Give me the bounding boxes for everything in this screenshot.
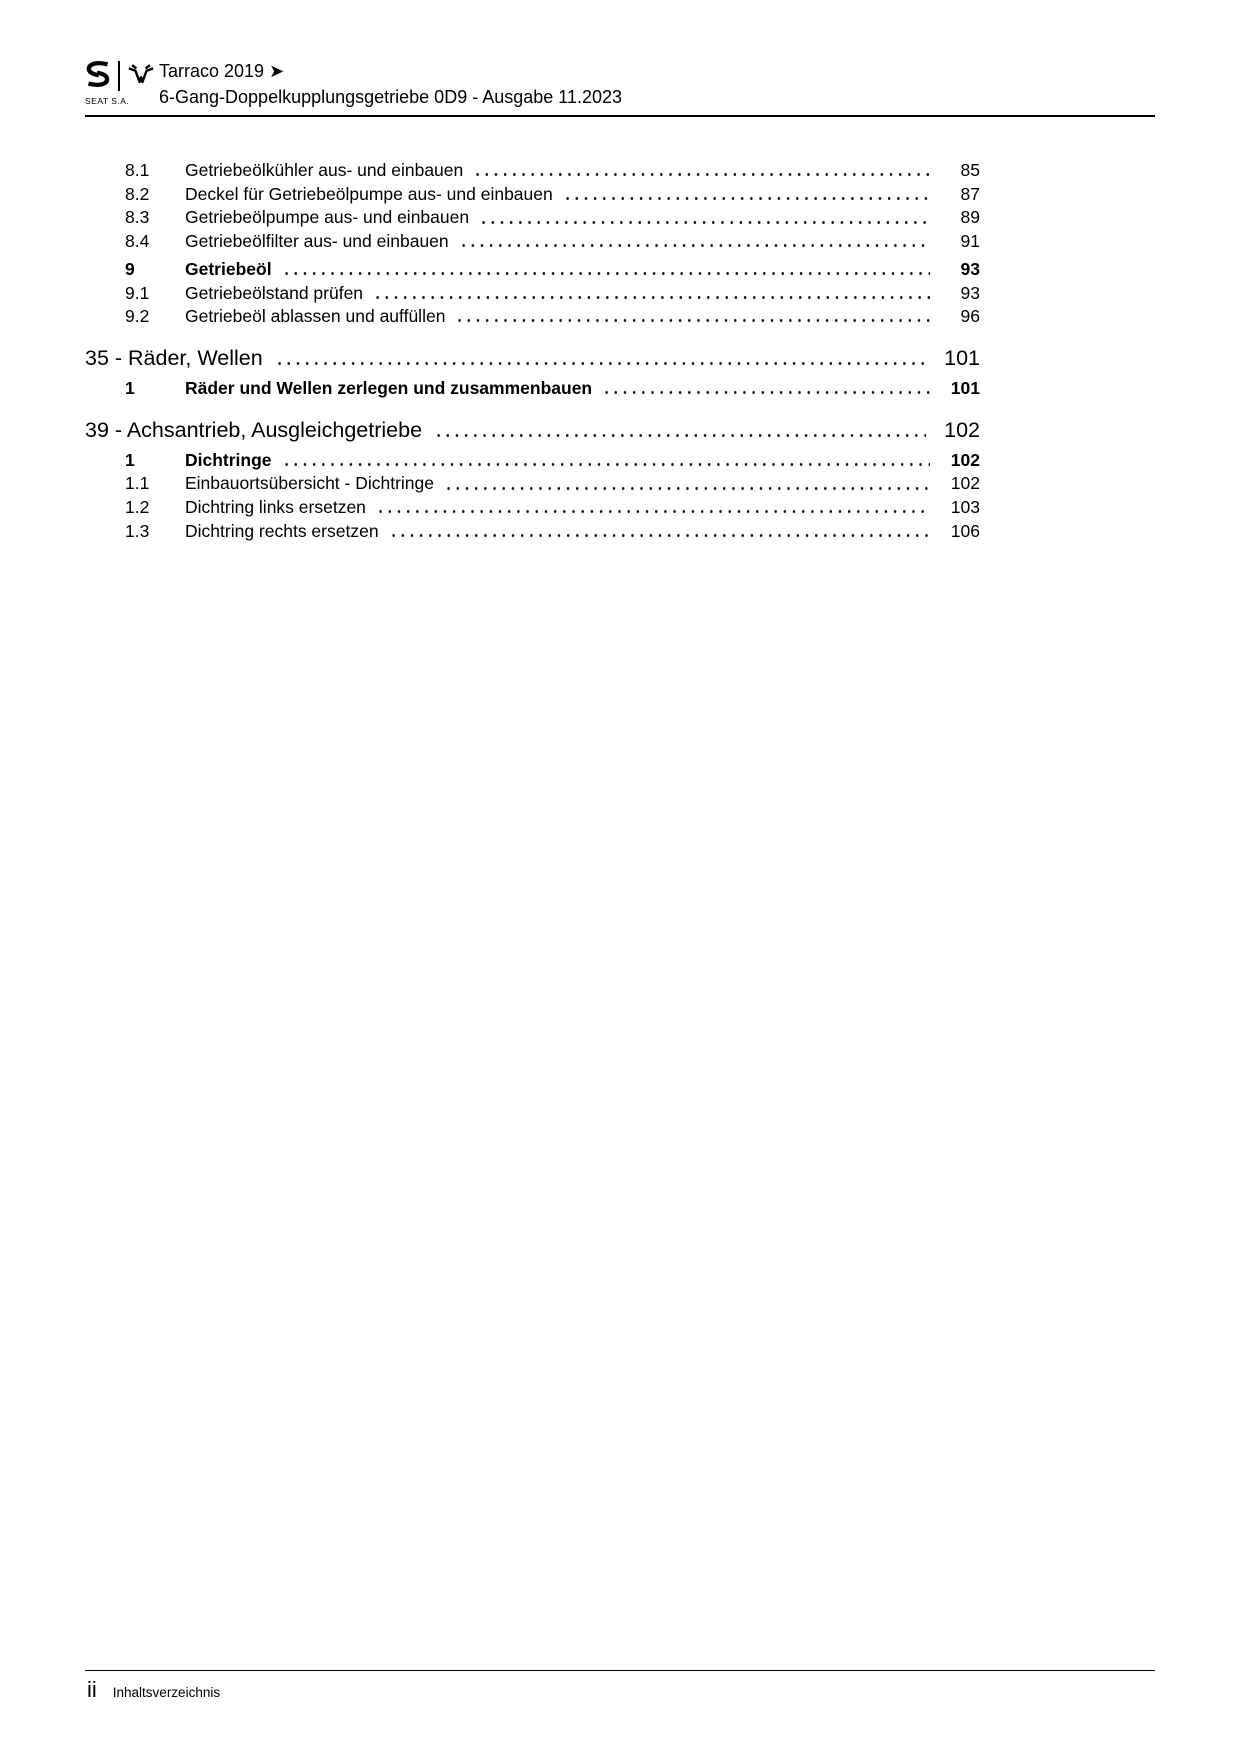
entry-title: Deckel für Getriebeölpumpe aus- und einbauen <box>185 183 553 204</box>
brand-logos <box>85 58 147 106</box>
toc-entry <box>85 258 980 282</box>
entry-page: 91 <box>960 231 980 252</box>
chapter-page: 102 <box>944 417 980 442</box>
logo-row <box>85 58 155 94</box>
toc-entry <box>85 206 980 230</box>
entry-title: Dichtringe <box>185 449 272 470</box>
footer-page-number: ii <box>87 1677 97 1702</box>
toc-entry <box>85 159 980 183</box>
dot-leader <box>602 377 930 401</box>
entry-title: Dichtring rechts ersetzen <box>185 520 379 541</box>
dot-leader <box>373 282 930 306</box>
entry-number: 9 <box>125 258 135 279</box>
entry-title: Getriebeölpumpe aus- und einbauen <box>185 207 470 228</box>
entry-page: 93 <box>960 282 980 303</box>
dot-leader <box>444 472 930 496</box>
entry-title: Räder und Wellen zerlegen und zusammenbauen <box>185 377 593 398</box>
toc-entry <box>85 230 980 254</box>
entry-number: 8.3 <box>125 207 150 228</box>
entry-page: 101 <box>950 377 980 398</box>
entry-title: Dichtring links ersetzen <box>185 497 366 518</box>
footer-rule <box>85 1670 1155 1671</box>
dot-leader <box>389 520 930 544</box>
cupra-logo-icon <box>127 60 155 93</box>
brand-label: SEAT S.A. <box>85 96 130 106</box>
doc-model: Tarraco 2019 ➤ <box>159 61 285 81</box>
toc-entry <box>85 520 980 544</box>
entry-page: 87 <box>960 183 980 204</box>
entry-title: Einbauortsübersicht - Dichtringe <box>185 473 435 494</box>
dot-leader <box>473 159 930 183</box>
toc-entry <box>85 496 980 520</box>
toc-chapter <box>85 415 980 445</box>
toc-chapter <box>85 343 980 373</box>
seat-logo-icon <box>85 59 111 94</box>
entry-number: 1 <box>125 449 135 470</box>
dot-leader <box>563 183 930 207</box>
toc-entry <box>85 472 980 496</box>
entry-page: 89 <box>960 207 980 228</box>
entry-number: 1.1 <box>125 473 150 494</box>
entry-number: 8.2 <box>125 183 150 204</box>
toc-entry <box>85 183 980 207</box>
page-header <box>85 0 1155 108</box>
entry-page: 103 <box>950 497 980 518</box>
doc-title: 6-Gang-Doppelkupplungsgetriebe 0D9 - Ausgabe 11.2023 <box>159 87 622 107</box>
header-rule <box>85 115 1155 117</box>
entry-title: Getriebeöl <box>185 258 272 279</box>
header-text <box>159 58 622 108</box>
entry-page: 102 <box>950 449 980 470</box>
entry-number: 9.2 <box>125 306 150 327</box>
entry-title: Getriebeölstand prüfen <box>185 282 364 303</box>
page-footer <box>85 1670 1155 1703</box>
chapter-page: 101 <box>944 345 980 370</box>
logo-divider <box>118 61 120 91</box>
toc-entry <box>85 449 980 473</box>
entry-page: 106 <box>950 520 980 541</box>
entry-number: 1.3 <box>125 520 150 541</box>
entry-number: 8.4 <box>125 231 150 252</box>
toc-entry <box>85 282 980 306</box>
dot-leader <box>282 449 930 473</box>
entry-page: 96 <box>960 306 980 327</box>
entry-title: Getriebeölkühler aus- und einbauen <box>185 160 464 180</box>
dot-leader <box>282 258 930 282</box>
entry-number: 1.2 <box>125 497 150 518</box>
chapter-label: 35 - Räder, Wellen <box>85 345 263 370</box>
entry-number: 1 <box>125 377 135 398</box>
footer-line <box>85 1677 1155 1703</box>
entry-title: Getriebeöl ablassen und auffüllen <box>185 306 446 327</box>
dot-leader <box>376 496 930 520</box>
entry-number: 9.1 <box>125 282 150 303</box>
content-area <box>85 0 1155 543</box>
dot-leader <box>455 305 930 329</box>
dot-leader <box>434 415 926 445</box>
entry-page: 93 <box>960 258 980 279</box>
dot-leader <box>275 343 926 373</box>
table-of-contents <box>85 159 980 543</box>
chapter-label: 39 - Achsantrieb, Ausgleichgetriebe <box>85 417 423 442</box>
entry-page: 85 <box>960 160 980 180</box>
dot-leader <box>459 230 930 254</box>
footer-section-label: Inhaltsverzeichnis <box>112 1685 221 1700</box>
entry-title: Getriebeölfilter aus- und einbauen <box>185 231 449 252</box>
toc-entry <box>85 305 980 329</box>
entry-number: 8.1 <box>125 160 150 180</box>
entry-page: 102 <box>950 473 980 494</box>
dot-leader <box>479 206 930 230</box>
toc-entry <box>85 377 980 401</box>
